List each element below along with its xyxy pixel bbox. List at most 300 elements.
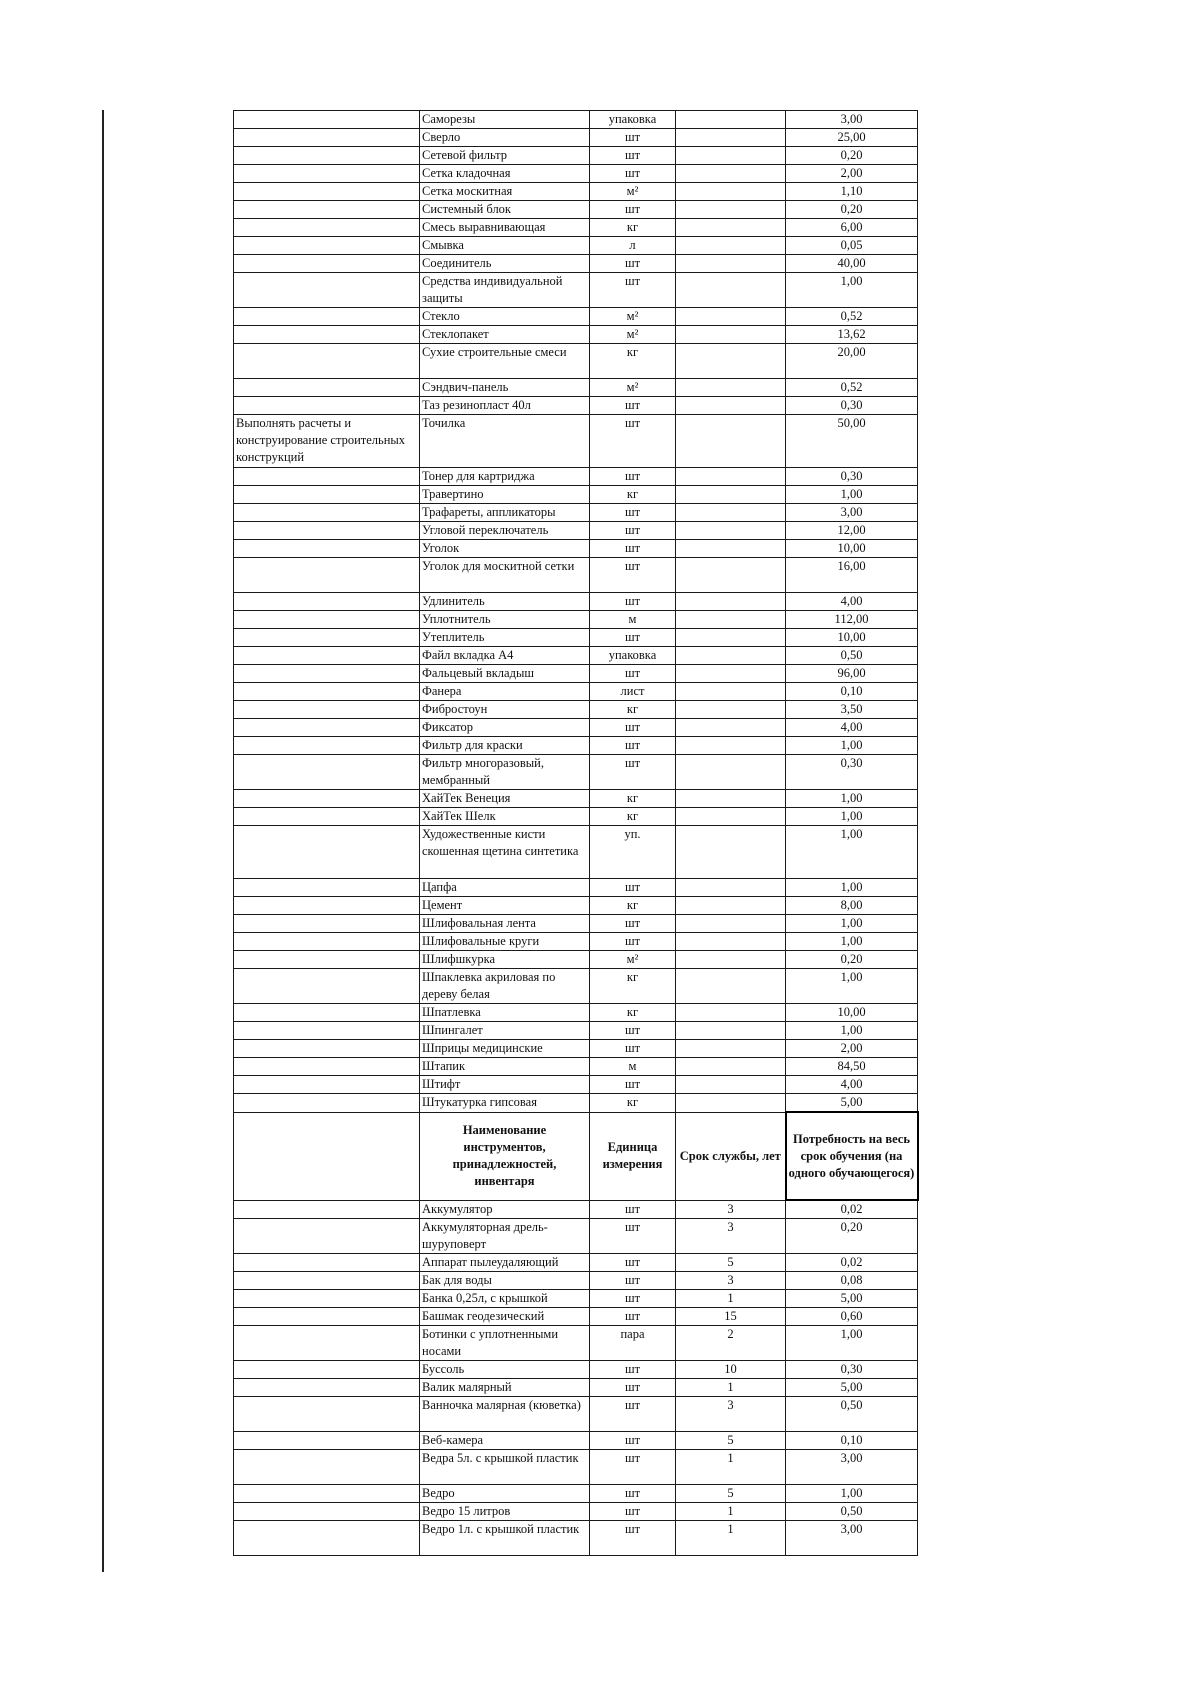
empty-cell — [234, 1004, 420, 1022]
table-row — [234, 1040, 918, 1058]
empty-cell — [234, 129, 420, 147]
service-life-cell — [676, 326, 786, 344]
need-cell: 5,00 — [786, 1094, 918, 1113]
empty-cell — [234, 879, 420, 897]
table-row — [234, 1254, 918, 1272]
table-row — [234, 790, 918, 808]
empty-cell — [234, 611, 420, 629]
unit-cell: шт — [590, 540, 676, 558]
need-cell: 0,20 — [786, 201, 918, 219]
need-cell: 40,00 — [786, 255, 918, 273]
item-name-cell: Соединитель — [420, 255, 590, 273]
table-row — [234, 647, 918, 665]
table-row — [234, 1503, 918, 1521]
table-row — [234, 897, 918, 915]
unit-cell: шт — [590, 755, 676, 790]
item-name-cell: Сэндвич-панель — [420, 379, 590, 397]
item-name-cell: Ванночка малярная (кюветка) — [420, 1397, 590, 1432]
service-life-cell — [676, 665, 786, 683]
unit-cell: кг — [590, 344, 676, 379]
item-name-cell: Сухие строительные смеси — [420, 344, 590, 379]
column-header-name: Наименование инструментов, принадлежностей, инвентаря — [420, 1112, 590, 1200]
table-body — [234, 111, 918, 1556]
empty-cell — [234, 1022, 420, 1040]
table-row — [234, 879, 918, 897]
service-life-cell: 3 — [676, 1272, 786, 1290]
need-cell: 1,00 — [786, 1022, 918, 1040]
unit-cell: шт — [590, 737, 676, 755]
item-name-cell: Фальцевый вкладыш — [420, 665, 590, 683]
item-name-cell: Травертино — [420, 486, 590, 504]
table-row — [234, 611, 918, 629]
item-name-cell: Шлифшкурка — [420, 951, 590, 969]
unit-cell: шт — [590, 504, 676, 522]
empty-cell — [234, 701, 420, 719]
table-row — [234, 1076, 918, 1094]
item-name-cell: ХайТек Венеция — [420, 790, 590, 808]
table-row — [234, 969, 918, 1004]
unit-cell: шт — [590, 201, 676, 219]
need-cell: 0,20 — [786, 147, 918, 165]
empty-cell — [234, 951, 420, 969]
empty-cell — [234, 397, 420, 415]
unit-cell: шт — [590, 147, 676, 165]
service-life-cell: 1 — [676, 1521, 786, 1556]
unit-cell: шт — [590, 1450, 676, 1485]
table-row — [234, 486, 918, 504]
unit-cell: шт — [590, 397, 676, 415]
service-life-cell — [676, 1058, 786, 1076]
table-row — [234, 219, 918, 237]
item-name-cell: Тонер для картриджа — [420, 468, 590, 486]
need-cell: 2,00 — [786, 1040, 918, 1058]
need-cell: 0,52 — [786, 308, 918, 326]
empty-cell — [234, 147, 420, 165]
table-row — [234, 326, 918, 344]
unit-cell: шт — [590, 933, 676, 951]
item-name-cell: Шлифовальная лента — [420, 915, 590, 933]
service-life-cell — [676, 951, 786, 969]
empty-cell — [234, 504, 420, 522]
unit-cell: м² — [590, 326, 676, 344]
service-life-cell — [676, 504, 786, 522]
service-life-cell — [676, 379, 786, 397]
table-row — [234, 1290, 918, 1308]
need-cell: 3,50 — [786, 701, 918, 719]
unit-cell: шт — [590, 1254, 676, 1272]
need-cell: 3,00 — [786, 1450, 918, 1485]
table-row — [234, 201, 918, 219]
table-row — [234, 1058, 918, 1076]
unit-cell: шт — [590, 165, 676, 183]
service-life-cell: 1 — [676, 1450, 786, 1485]
service-life-cell — [676, 1004, 786, 1022]
table-row — [234, 755, 918, 790]
empty-cell — [234, 326, 420, 344]
empty-cell — [234, 183, 420, 201]
item-name-cell: Аппарат пылеудаляющий — [420, 1254, 590, 1272]
unit-cell: м — [590, 611, 676, 629]
need-cell: 84,50 — [786, 1058, 918, 1076]
unit-cell: шт — [590, 1290, 676, 1308]
unit-cell: шт — [590, 255, 676, 273]
service-life-cell: 5 — [676, 1432, 786, 1450]
empty-cell — [234, 665, 420, 683]
item-name-cell: Ведра 5л. с крышкой пластик — [420, 1450, 590, 1485]
service-life-cell — [676, 308, 786, 326]
unit-cell: м² — [590, 379, 676, 397]
item-name-cell: Шлифовальные круги — [420, 933, 590, 951]
empty-cell — [234, 237, 420, 255]
column-header-need: Потребность на весь срок обучения (на одного обучающегося) — [786, 1112, 918, 1200]
empty-cell — [234, 219, 420, 237]
unit-cell: шт — [590, 593, 676, 611]
empty-cell — [234, 1200, 420, 1219]
table-row — [234, 147, 918, 165]
table-row — [234, 504, 918, 522]
table-row — [234, 1521, 918, 1556]
service-life-cell — [676, 522, 786, 540]
service-life-cell — [676, 826, 786, 879]
need-cell: 1,00 — [786, 790, 918, 808]
item-name-cell: Фильтр для краски — [420, 737, 590, 755]
item-name-cell: Точилка — [420, 415, 590, 468]
empty-cell — [234, 629, 420, 647]
item-name-cell: Ведро 15 литров — [420, 1503, 590, 1521]
need-cell: 10,00 — [786, 629, 918, 647]
need-cell: 0,52 — [786, 379, 918, 397]
need-cell: 0,20 — [786, 951, 918, 969]
table-row — [234, 826, 918, 879]
empty-cell — [234, 1112, 420, 1200]
unit-cell: м² — [590, 308, 676, 326]
unit-cell: шт — [590, 558, 676, 593]
unit-cell: шт — [590, 1308, 676, 1326]
column-header-service-life: Срок службы, лет — [676, 1112, 786, 1200]
service-life-cell: 3 — [676, 1397, 786, 1432]
empty-cell — [234, 1521, 420, 1556]
empty-cell — [234, 558, 420, 593]
service-life-cell — [676, 593, 786, 611]
item-name-cell: Стекло — [420, 308, 590, 326]
need-cell: 0,05 — [786, 237, 918, 255]
service-life-cell — [676, 273, 786, 308]
unit-cell: шт — [590, 879, 676, 897]
item-name-cell: Средства индивидуальной защиты — [420, 273, 590, 308]
item-name-cell: Файл вкладка А4 — [420, 647, 590, 665]
need-cell: 1,00 — [786, 1326, 918, 1361]
table-row — [234, 1004, 918, 1022]
item-name-cell: Уплотнитель — [420, 611, 590, 629]
unit-cell: упаковка — [590, 111, 676, 129]
need-cell: 4,00 — [786, 719, 918, 737]
service-life-cell — [676, 683, 786, 701]
need-cell: 1,00 — [786, 933, 918, 951]
item-name-cell: Ведро — [420, 1485, 590, 1503]
service-life-cell — [676, 629, 786, 647]
item-name-cell: Трафареты, аппликаторы — [420, 504, 590, 522]
unit-cell: уп. — [590, 826, 676, 879]
empty-cell — [234, 1254, 420, 1272]
need-cell: 16,00 — [786, 558, 918, 593]
need-cell: 0,02 — [786, 1200, 918, 1219]
empty-cell — [234, 1361, 420, 1379]
unit-cell: шт — [590, 273, 676, 308]
empty-cell — [234, 273, 420, 308]
need-cell: 10,00 — [786, 1004, 918, 1022]
need-cell: 1,00 — [786, 879, 918, 897]
service-life-cell — [676, 111, 786, 129]
need-cell: 0,20 — [786, 1219, 918, 1254]
table-row — [234, 165, 918, 183]
item-name-cell: Системный блок — [420, 201, 590, 219]
table-row — [234, 1094, 918, 1113]
service-life-cell: 1 — [676, 1503, 786, 1521]
need-cell: 0,60 — [786, 1308, 918, 1326]
service-life-cell: 3 — [676, 1200, 786, 1219]
table-row — [234, 1485, 918, 1503]
service-life-cell — [676, 468, 786, 486]
item-name-cell: Смывка — [420, 237, 590, 255]
empty-cell — [234, 201, 420, 219]
item-name-cell: Угловой переключатель — [420, 522, 590, 540]
table-row — [234, 737, 918, 755]
item-name-cell: Фанера — [420, 683, 590, 701]
unit-cell: шт — [590, 1397, 676, 1432]
need-cell: 0,10 — [786, 1432, 918, 1450]
service-life-cell — [676, 147, 786, 165]
need-cell: 2,00 — [786, 165, 918, 183]
table-row — [234, 701, 918, 719]
empty-cell — [234, 486, 420, 504]
empty-cell — [234, 897, 420, 915]
table-row — [234, 1022, 918, 1040]
item-name-cell: Фибростоун — [420, 701, 590, 719]
service-life-cell — [676, 915, 786, 933]
unit-cell: кг — [590, 219, 676, 237]
unit-cell: шт — [590, 1272, 676, 1290]
empty-cell — [234, 755, 420, 790]
service-life-cell — [676, 701, 786, 719]
service-life-cell — [676, 1076, 786, 1094]
empty-cell — [234, 719, 420, 737]
need-cell: 0,50 — [786, 1397, 918, 1432]
item-name-cell: Буссоль — [420, 1361, 590, 1379]
table-row — [234, 129, 918, 147]
table-row — [234, 237, 918, 255]
table-row — [234, 344, 918, 379]
service-life-cell — [676, 201, 786, 219]
table-row — [234, 522, 918, 540]
need-cell: 1,00 — [786, 737, 918, 755]
service-life-cell — [676, 183, 786, 201]
unit-cell: шт — [590, 719, 676, 737]
empty-cell — [234, 1485, 420, 1503]
service-life-cell — [676, 790, 786, 808]
table-row — [234, 683, 918, 701]
empty-cell — [234, 826, 420, 879]
unit-cell: шт — [590, 1040, 676, 1058]
table-row — [234, 183, 918, 201]
service-life-cell — [676, 933, 786, 951]
item-name-cell: Башмак геодезический — [420, 1308, 590, 1326]
need-cell: 0,30 — [786, 468, 918, 486]
item-name-cell: Шпингалет — [420, 1022, 590, 1040]
item-name-cell: Уголок — [420, 540, 590, 558]
table-row — [234, 1200, 918, 1219]
unit-cell: шт — [590, 129, 676, 147]
service-life-cell — [676, 647, 786, 665]
need-cell: 13,62 — [786, 326, 918, 344]
need-cell: 1,00 — [786, 826, 918, 879]
empty-cell — [234, 933, 420, 951]
unit-cell: м² — [590, 183, 676, 201]
need-cell: 4,00 — [786, 1076, 918, 1094]
unit-cell: шт — [590, 1219, 676, 1254]
table-row — [234, 1219, 918, 1254]
item-name-cell: Сетка кладочная — [420, 165, 590, 183]
table-row — [234, 719, 918, 737]
need-cell: 1,00 — [786, 1485, 918, 1503]
table-row — [234, 593, 918, 611]
need-cell: 0,50 — [786, 647, 918, 665]
table-row — [234, 933, 918, 951]
section-note-cell: Выполнять расчеты и конструирование строительных конструкций — [234, 415, 420, 468]
unit-cell: кг — [590, 808, 676, 826]
item-name-cell: Стеклопакет — [420, 326, 590, 344]
item-name-cell: Смесь выравнивающая — [420, 219, 590, 237]
need-cell: 1,00 — [786, 915, 918, 933]
table-row — [234, 397, 918, 415]
service-life-cell — [676, 219, 786, 237]
empty-cell — [234, 1219, 420, 1254]
need-cell: 12,00 — [786, 522, 918, 540]
column-header-unit: Единица измерения — [590, 1112, 676, 1200]
empty-cell — [234, 379, 420, 397]
need-cell: 6,00 — [786, 219, 918, 237]
need-cell: 3,00 — [786, 111, 918, 129]
empty-cell — [234, 647, 420, 665]
need-cell: 50,00 — [786, 415, 918, 468]
empty-cell — [234, 165, 420, 183]
service-life-cell — [676, 397, 786, 415]
need-cell: 112,00 — [786, 611, 918, 629]
table-row — [234, 1326, 918, 1361]
empty-cell — [234, 1058, 420, 1076]
service-life-cell — [676, 879, 786, 897]
table-row — [234, 308, 918, 326]
item-name-cell: Таз резинопласт 40л — [420, 397, 590, 415]
table-row — [234, 1361, 918, 1379]
table-row — [234, 1450, 918, 1485]
empty-cell — [234, 522, 420, 540]
item-name-cell: Цемент — [420, 897, 590, 915]
service-life-cell — [676, 344, 786, 379]
service-life-cell — [676, 540, 786, 558]
unit-cell: шт — [590, 415, 676, 468]
item-name-cell: Уголок для москитной сетки — [420, 558, 590, 593]
item-name-cell: Аккумулятор — [420, 1200, 590, 1219]
unit-cell: л — [590, 237, 676, 255]
empty-cell — [234, 593, 420, 611]
unit-cell: кг — [590, 969, 676, 1004]
unit-cell: шт — [590, 1361, 676, 1379]
empty-cell — [234, 1076, 420, 1094]
need-cell: 0,10 — [786, 683, 918, 701]
table-row — [234, 1272, 918, 1290]
need-cell: 1,00 — [786, 808, 918, 826]
unit-cell: шт — [590, 1022, 676, 1040]
item-name-cell: Шпаклевка акриловая по дереву белая — [420, 969, 590, 1004]
unit-cell: шт — [590, 915, 676, 933]
item-name-cell: Шпатлевка — [420, 1004, 590, 1022]
service-life-cell — [676, 1040, 786, 1058]
service-life-cell: 10 — [676, 1361, 786, 1379]
item-name-cell: Валик малярный — [420, 1379, 590, 1397]
item-name-cell: Сетевой фильтр — [420, 147, 590, 165]
empty-cell — [234, 790, 420, 808]
service-life-cell — [676, 1094, 786, 1113]
empty-cell — [234, 1290, 420, 1308]
empty-cell — [234, 308, 420, 326]
table-row — [234, 1308, 918, 1326]
service-life-cell — [676, 415, 786, 468]
table-row — [234, 629, 918, 647]
need-cell: 0,02 — [786, 1254, 918, 1272]
need-cell: 1,00 — [786, 273, 918, 308]
item-name-cell: Сетка москитная — [420, 183, 590, 201]
margin-rule — [102, 110, 104, 1572]
need-cell: 1,00 — [786, 969, 918, 1004]
unit-cell: шт — [590, 1521, 676, 1556]
empty-cell — [234, 969, 420, 1004]
empty-cell — [234, 1326, 420, 1361]
service-life-cell — [676, 808, 786, 826]
service-life-cell — [676, 237, 786, 255]
unit-cell: шт — [590, 1200, 676, 1219]
item-name-cell: Веб-камера — [420, 1432, 590, 1450]
table-row — [234, 111, 918, 129]
service-life-cell — [676, 129, 786, 147]
need-cell: 3,00 — [786, 504, 918, 522]
unit-cell: кг — [590, 486, 676, 504]
item-name-cell: Фиксатор — [420, 719, 590, 737]
need-cell: 1,10 — [786, 183, 918, 201]
table-row — [234, 1432, 918, 1450]
empty-cell — [234, 111, 420, 129]
unit-cell: шт — [590, 1503, 676, 1521]
unit-cell: кг — [590, 897, 676, 915]
item-name-cell: Бак для воды — [420, 1272, 590, 1290]
need-cell: 4,00 — [786, 593, 918, 611]
need-cell: 0,30 — [786, 397, 918, 415]
service-life-cell — [676, 165, 786, 183]
item-name-cell: Штукатурка гипсовая — [420, 1094, 590, 1113]
item-name-cell: Ботинки с уплотненными носами — [420, 1326, 590, 1361]
empty-cell — [234, 808, 420, 826]
item-name-cell: Утеплитель — [420, 629, 590, 647]
service-life-cell — [676, 737, 786, 755]
empty-cell — [234, 683, 420, 701]
empty-cell — [234, 1040, 420, 1058]
need-cell: 8,00 — [786, 897, 918, 915]
service-life-cell: 1 — [676, 1290, 786, 1308]
service-life-cell — [676, 969, 786, 1004]
item-name-cell: Цапфа — [420, 879, 590, 897]
empty-cell — [234, 1450, 420, 1485]
empty-cell — [234, 737, 420, 755]
item-name-cell: Штапик — [420, 1058, 590, 1076]
